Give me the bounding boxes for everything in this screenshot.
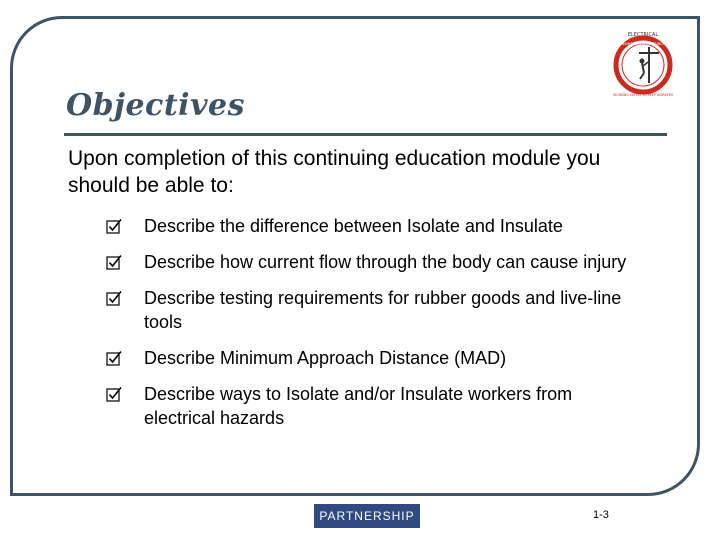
slide-title: Objectives (66, 88, 245, 123)
objective-text: Describe testing requirements for rubber goods and live-line tools (144, 288, 622, 332)
objective-text: Describe Minimum Approach Distance (MAD) (144, 348, 507, 368)
partnership-badge: PARTNERSHIP (314, 504, 420, 528)
objective-text: Describe ways to Isolate and/or Insulate workers from electrical hazards (144, 384, 573, 428)
objective-item (106, 250, 646, 274)
objectives-list (106, 214, 646, 442)
partnership-logo (609, 29, 677, 97)
objective-item (106, 346, 646, 370)
title-underline (64, 133, 667, 136)
intro-text: Upon completion of this continuing education module you should be able to: (68, 147, 601, 197)
checked-box-icon (106, 290, 123, 307)
checked-box-icon (106, 386, 123, 403)
objective-text: Describe how current flow through the body can cause injury (144, 252, 627, 272)
logo-bottom-text: WORKING SAFELY TO KEEP WORKERS (613, 93, 673, 97)
checked-box-icon (106, 350, 123, 367)
logo-top-text: ELECTRICAL (627, 32, 659, 38)
checked-box-icon (106, 254, 123, 271)
objective-item (106, 214, 646, 238)
objective-item (106, 286, 646, 334)
page-number: 1-3 (593, 509, 609, 521)
logo-ring-text: TRANSMISSION & DISTRIBUTION (614, 42, 672, 46)
objective-text: Describe the difference between Isolate and Insulate (144, 216, 563, 236)
checked-box-icon (106, 218, 123, 235)
objective-item (106, 382, 646, 430)
